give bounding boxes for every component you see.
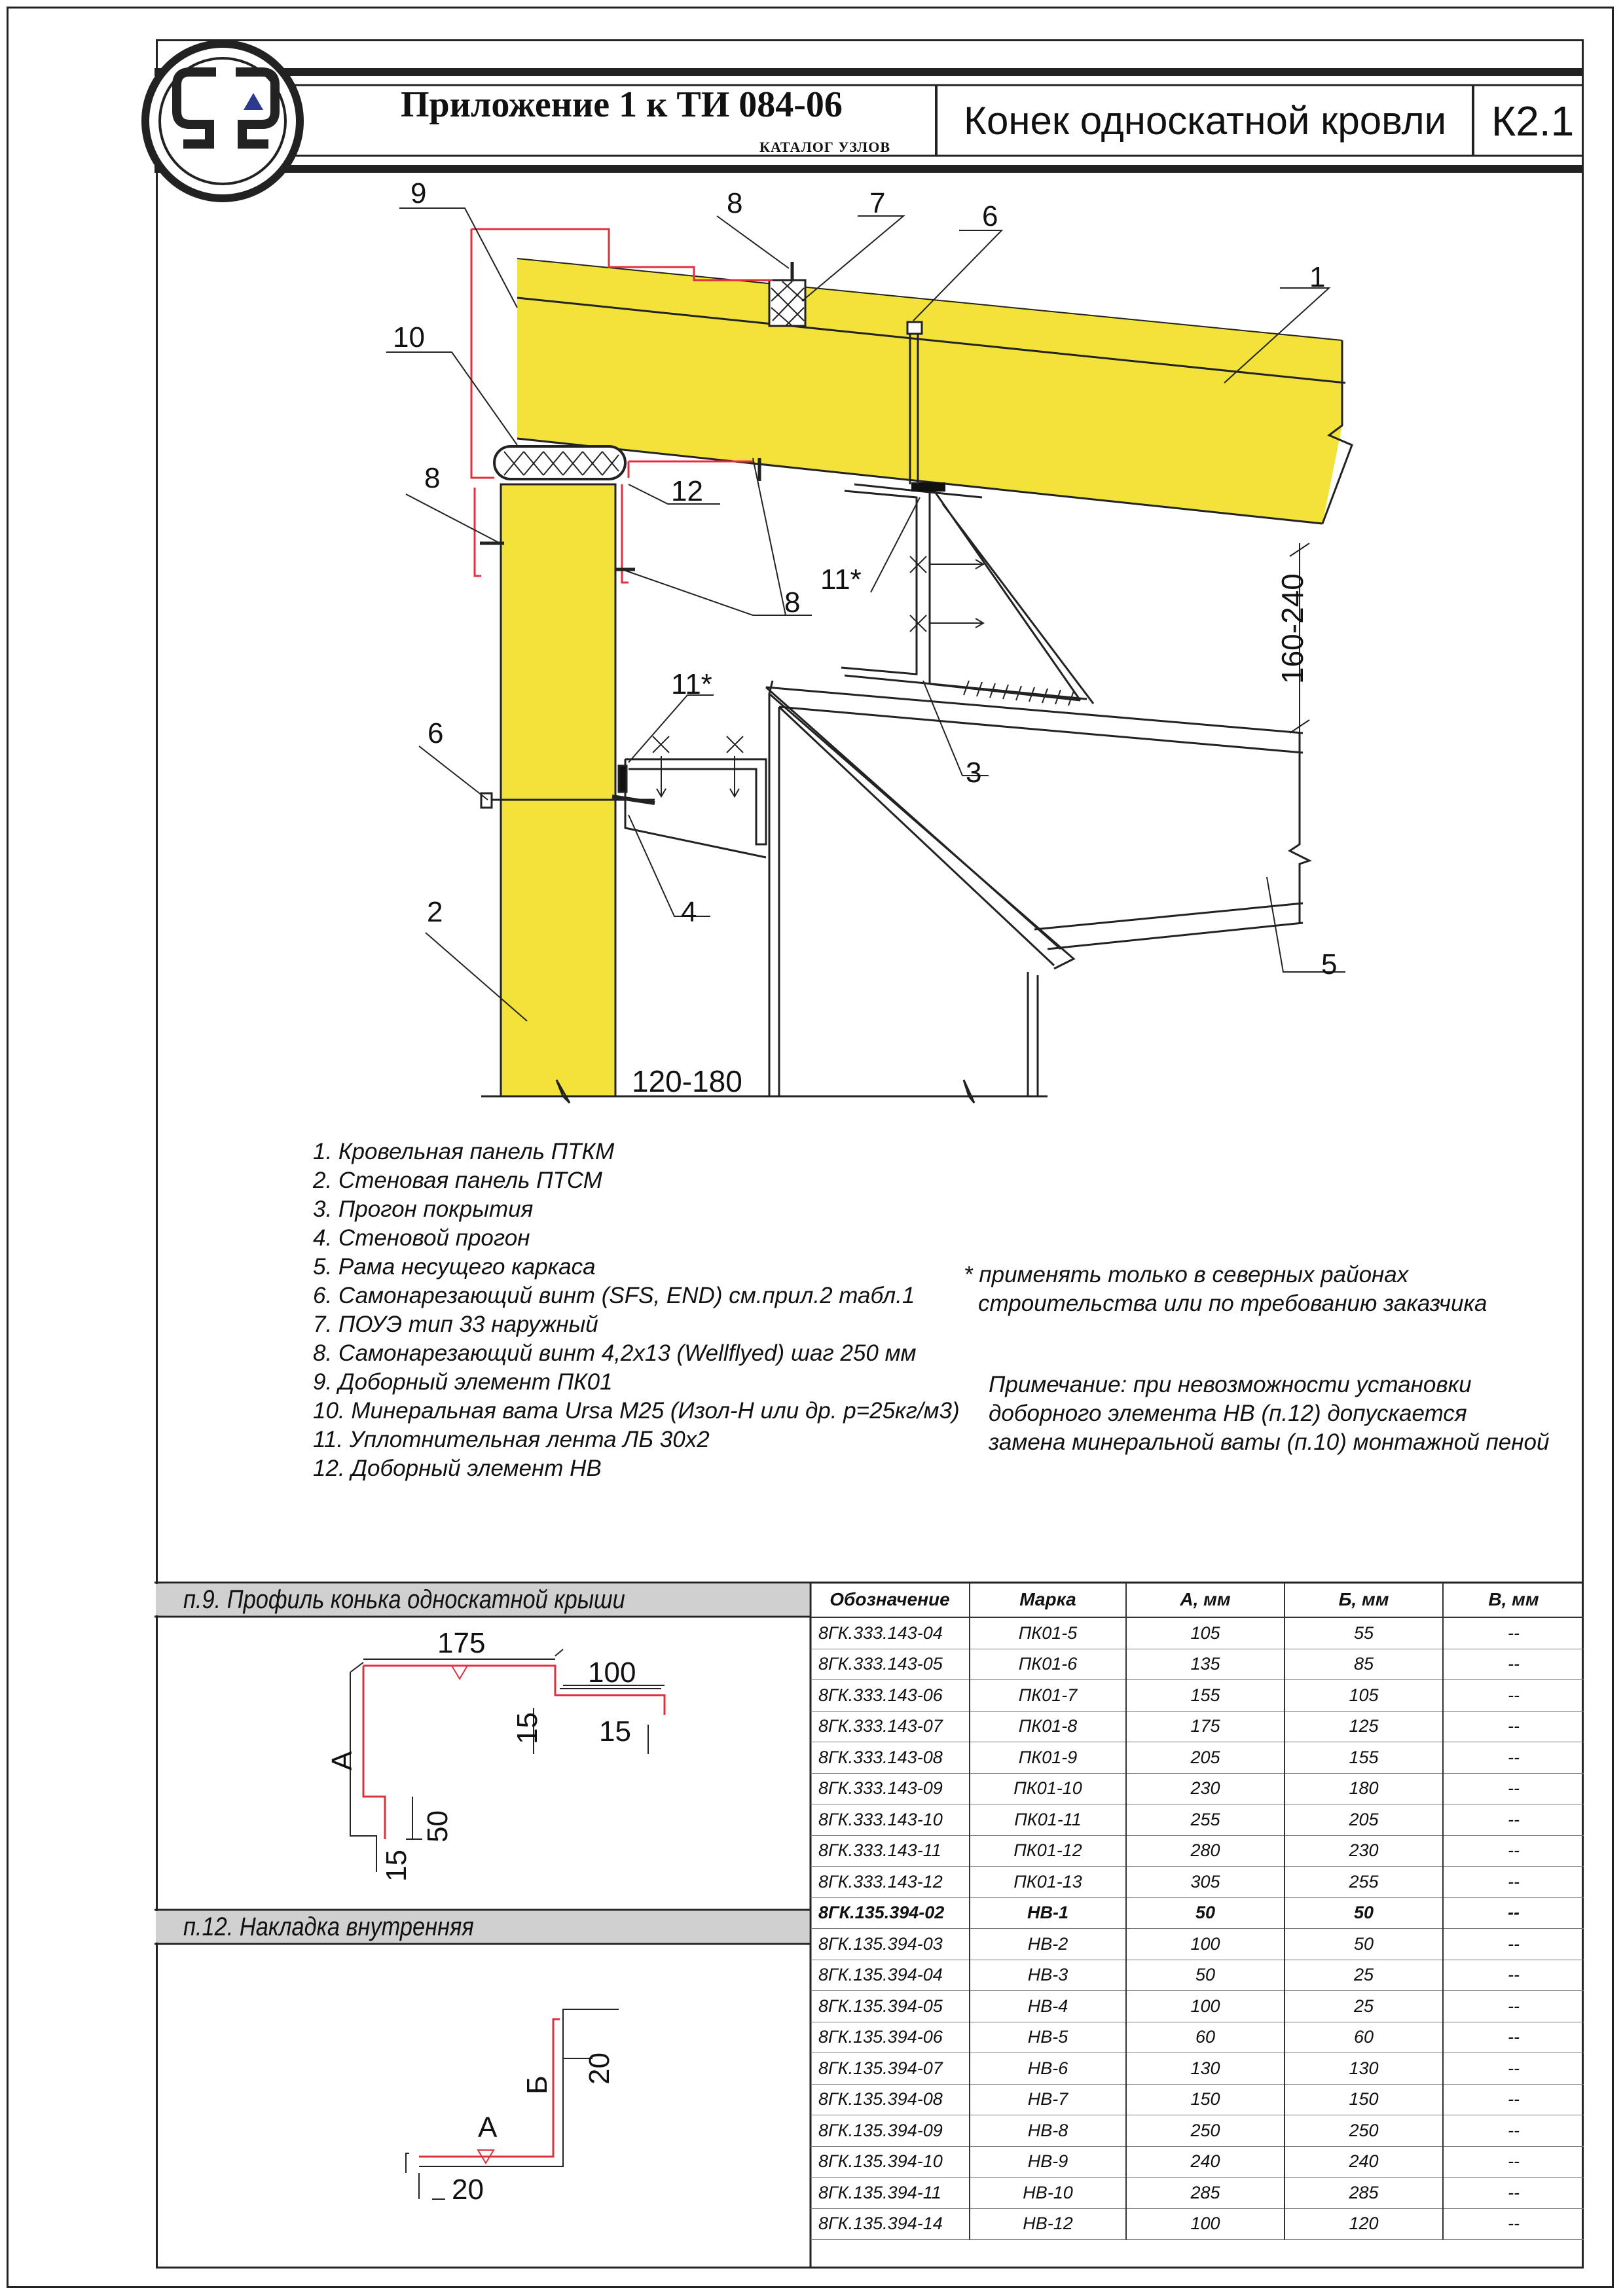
cell-mark: НВ-6 <box>970 2053 1126 2085</box>
cell-v: -- <box>1443 1835 1584 1867</box>
cell-mark: ПК01-12 <box>970 1835 1126 1867</box>
legend-item: 11. Уплотнительная лента ЛБ 30х2 <box>313 1427 710 1452</box>
dim-roof-label: 160-240 <box>1275 573 1309 684</box>
col-designation: Обозначение <box>811 1583 970 1617</box>
catalog-subtitle: КАТАЛОГ УЗЛОВ <box>759 139 891 155</box>
table-row <box>811 1804 1584 1836</box>
cell-b: 285 <box>1285 2178 1443 2209</box>
cell-designation: 8ГК.333.143-08 <box>811 1742 970 1774</box>
p9-dim-right: 100 <box>588 1657 636 1689</box>
cell-v: -- <box>1443 1773 1584 1804</box>
cell-designation: 8ГК.333.143-05 <box>811 1649 970 1680</box>
wall-panel <box>481 484 1048 1103</box>
callout-3: 3 <box>966 757 982 789</box>
cell-b: 85 <box>1285 1649 1443 1680</box>
cell-a: 130 <box>1126 2053 1285 2085</box>
callout-8-mid: 8 <box>784 586 801 619</box>
col-mark: Марка <box>970 1583 1126 1617</box>
cell-v: -- <box>1443 1867 1584 1898</box>
cell-designation: 8ГК.333.143-06 <box>811 1680 970 1712</box>
cell-a: 100 <box>1126 2208 1285 2240</box>
callout-5: 5 <box>1321 948 1338 980</box>
callout-11-top: 11* <box>820 564 862 596</box>
legend-item: 9. Доборный элемент ПК01 <box>313 1369 613 1395</box>
node-name: Конек односкатной кровли <box>964 99 1447 143</box>
cell-designation: 8ГК.135.394-06 <box>811 2022 970 2053</box>
cell-designation: 8ГК.333.143-04 <box>811 1617 970 1649</box>
legend-item: 6. Самонарезающий винт (SFS, END) см.прил.2 табл.1 <box>313 1283 915 1308</box>
cell-designation: 8ГК.135.394-03 <box>811 1929 970 1960</box>
cell-v: -- <box>1443 1649 1584 1680</box>
remark-line: замена минеральной ваты (п.10) монтажной пеной <box>989 1429 1550 1455</box>
cell-mark: НВ-7 <box>970 2084 1126 2115</box>
cell-a: 50 <box>1126 1897 1285 1929</box>
cell-b: 50 <box>1285 1897 1443 1929</box>
legend-item: 4. Стеновой прогон <box>313 1225 530 1251</box>
col-a: А, мм <box>1126 1583 1285 1617</box>
legend-list <box>313 1138 960 1483</box>
legend-item: 3. Прогон покрытия <box>313 1196 534 1222</box>
cell-a: 230 <box>1126 1773 1285 1804</box>
table-row <box>811 1835 1584 1867</box>
star-note <box>964 1261 1487 1318</box>
cell-designation: 8ГК.333.143-10 <box>811 1804 970 1836</box>
p9-dim-step: 15 <box>511 1712 543 1744</box>
table-row <box>811 1649 1584 1680</box>
cell-v: -- <box>1443 2178 1584 2209</box>
cell-mark: ПК01-7 <box>970 1680 1126 1712</box>
cell-b: 205 <box>1285 1804 1443 1836</box>
cell-mark: ПК01-11 <box>970 1804 1126 1836</box>
cell-a: 205 <box>1126 1742 1285 1774</box>
sheet-code: К2.1 <box>1491 98 1575 145</box>
p12-dim-top: 20 <box>583 2053 615 2085</box>
cell-a: 305 <box>1126 1867 1285 1898</box>
appendix-title: Приложение 1 к ТИ 084-06 <box>401 84 843 125</box>
cell-mark: НВ-9 <box>970 2146 1126 2178</box>
cell-b: 155 <box>1285 1742 1443 1774</box>
callout-4: 4 <box>681 896 697 928</box>
sealant-7 <box>769 280 805 326</box>
cell-a: 250 <box>1126 2115 1285 2147</box>
legend-item: 2. Стеновая панель ПТСМ <box>313 1168 602 1193</box>
table-header-row <box>811 1583 1584 1617</box>
star-note-line: строительства или по требованию заказчика <box>978 1291 1487 1316</box>
section-9-title: п.9. Профиль конька односкатной крыши <box>183 1585 625 1614</box>
roof-purlin <box>841 484 1087 706</box>
cell-v: -- <box>1443 2208 1584 2240</box>
cell-b: 120 <box>1285 2208 1443 2240</box>
cell-a: 175 <box>1126 1711 1285 1742</box>
callout-6-top: 6 <box>982 200 998 232</box>
cell-v: -- <box>1443 1617 1584 1649</box>
remark-note <box>989 1371 1549 1457</box>
col-b: Б, мм <box>1285 1583 1443 1617</box>
star-note-line: * применять только в северных районах <box>964 1262 1409 1287</box>
table-row <box>811 1867 1584 1898</box>
remark-line: доборного элемента НВ (п.12) допускается <box>989 1401 1467 1426</box>
table-row <box>811 2022 1584 2053</box>
legend-item: 7. ПОУЭ тип 33 наружный <box>313 1312 598 1337</box>
cell-designation: 8ГК.135.394-02 <box>811 1897 970 1929</box>
legend-item: 12. Доборный элемент НВ <box>313 1456 602 1481</box>
cell-mark: ПК01-10 <box>970 1773 1126 1804</box>
cell-v: -- <box>1443 1680 1584 1712</box>
table-row <box>811 2178 1584 2209</box>
table-row <box>811 1929 1584 1960</box>
cell-a: 255 <box>1126 1804 1285 1836</box>
cell-designation: 8ГК.135.394-05 <box>811 1991 970 2022</box>
cell-v: -- <box>1443 1960 1584 1991</box>
cell-mark: НВ-1 <box>970 1897 1126 1929</box>
cell-designation: 8ГК.135.394-04 <box>811 1960 970 1991</box>
callout-2: 2 <box>427 896 443 928</box>
cell-designation: 8ГК.333.143-12 <box>811 1867 970 1898</box>
table-row <box>811 2084 1584 2115</box>
table-row <box>811 2146 1584 2178</box>
cell-designation: 8ГК.135.394-09 <box>811 2115 970 2147</box>
dim-wall-label: 120-180 <box>632 1064 742 1098</box>
cell-v: -- <box>1443 2084 1584 2115</box>
cell-designation: 8ГК.333.143-09 <box>811 1773 970 1804</box>
p12-dim-a: A <box>478 2111 498 2144</box>
remark-line: Примечание: при невозможности установки <box>989 1372 1472 1397</box>
spec-table <box>811 1583 1584 2240</box>
cell-a: 150 <box>1126 2084 1285 2115</box>
cell-b: 25 <box>1285 1960 1443 1991</box>
callout-7: 7 <box>869 187 886 219</box>
cell-designation: 8ГК.135.394-07 <box>811 2053 970 2085</box>
p9-dim-height: A <box>326 1751 358 1770</box>
table-row <box>811 1617 1584 1649</box>
cell-a: 100 <box>1126 1991 1285 2022</box>
mineral-wool <box>494 446 625 479</box>
cell-b: 240 <box>1285 2146 1443 2178</box>
legend-item: 10. Минеральная вата Ursa M25 (Изол-Н или др. р=25кг/м3) <box>313 1398 960 1424</box>
cell-b: 125 <box>1285 1711 1443 1742</box>
p9-dim-hem: 50 <box>422 1810 454 1842</box>
cell-designation: 8ГК.135.394-11 <box>811 2178 970 2209</box>
legend-item: 5. Рама несущего каркаса <box>313 1254 596 1280</box>
cell-a: 100 <box>1126 1929 1285 1960</box>
cell-b: 25 <box>1285 1991 1443 2022</box>
callout-11-wall: 11* <box>671 668 712 700</box>
callout-8-top: 8 <box>727 187 743 219</box>
cell-mark: ПК01-9 <box>970 1742 1126 1774</box>
cell-a: 155 <box>1126 1680 1285 1712</box>
cell-b: 130 <box>1285 2053 1443 2085</box>
dimension-lines <box>622 543 1309 1096</box>
seal-tape-11 <box>911 482 945 492</box>
cell-b: 150 <box>1285 2084 1443 2115</box>
callout-6-wall: 6 <box>428 717 444 749</box>
cell-designation: 8ГК.135.394-10 <box>811 2146 970 2178</box>
cell-a: 135 <box>1126 1649 1285 1680</box>
cell-a: 285 <box>1126 2178 1285 2209</box>
cell-b: 230 <box>1285 1835 1443 1867</box>
cell-mark: НВ-8 <box>970 2115 1126 2147</box>
cell-a: 50 <box>1126 1960 1285 1991</box>
cell-v: -- <box>1443 1711 1584 1742</box>
table-row <box>811 1680 1584 1712</box>
cell-b: 55 <box>1285 1617 1443 1649</box>
cell-designation: 8ГК.135.394-14 <box>811 2208 970 2240</box>
cell-v: -- <box>1443 2146 1584 2178</box>
cell-mark: НВ-12 <box>970 2208 1126 2240</box>
cell-v: -- <box>1443 1742 1584 1774</box>
section-12-title: п.12. Накладка внутренняя <box>183 1912 474 1941</box>
cell-a: 60 <box>1126 2022 1285 2053</box>
callout-1: 1 <box>1309 261 1326 293</box>
cell-mark: ПК01-6 <box>970 1649 1126 1680</box>
cell-mark: НВ-10 <box>970 2178 1126 2209</box>
cell-v: -- <box>1443 1897 1584 1929</box>
cell-b: 180 <box>1285 1773 1443 1804</box>
p9-dim-top: 175 <box>437 1627 486 1659</box>
table-row <box>811 2053 1584 2085</box>
cell-v: -- <box>1443 1991 1584 2022</box>
table-row <box>811 1742 1584 1774</box>
table-row <box>811 2208 1584 2240</box>
cell-v: -- <box>1443 1929 1584 1960</box>
cell-v: -- <box>1443 2022 1584 2053</box>
legend-item: 8. Самонарезающий винт 4,2x13 (Wellflyed) шаг 250 мм <box>313 1340 917 1366</box>
cell-mark: НВ-2 <box>970 1929 1126 1960</box>
legend-item: 1. Кровельная панель ПТКМ <box>313 1139 615 1164</box>
callout-8-left: 8 <box>424 462 441 494</box>
cell-b: 105 <box>1285 1680 1443 1712</box>
cell-designation: 8ГК.135.394-08 <box>811 2084 970 2115</box>
cell-b: 250 <box>1285 2115 1443 2147</box>
cell-mark: НВ-5 <box>970 2022 1126 2053</box>
cell-v: -- <box>1443 2115 1584 2147</box>
callout-12: 12 <box>671 475 703 507</box>
table-row <box>811 2115 1584 2147</box>
cell-a: 105 <box>1126 1617 1285 1649</box>
cell-mark: НВ-3 <box>970 1960 1126 1991</box>
p9-dim-hem-width: 15 <box>380 1850 412 1882</box>
cell-designation: 8ГК.333.143-07 <box>811 1711 970 1742</box>
profile-12-sketch <box>406 2009 619 2199</box>
callout-10: 10 <box>393 321 425 353</box>
col-v: В, мм <box>1443 1583 1584 1617</box>
p12-dim-bottom: 20 <box>452 2174 484 2206</box>
company-logo <box>145 44 300 198</box>
cell-v: -- <box>1443 1804 1584 1836</box>
cell-mark: ПК01-5 <box>970 1617 1126 1649</box>
cell-b: 50 <box>1285 1929 1443 1960</box>
p12-dim-b: Б <box>521 2075 553 2094</box>
cell-a: 280 <box>1126 1835 1285 1867</box>
table-row <box>811 1991 1584 2022</box>
table-row <box>811 1897 1584 1929</box>
profile-12-dims <box>452 2053 615 2206</box>
p9-dim-lip: 15 <box>599 1715 631 1748</box>
cell-b: 60 <box>1285 2022 1443 2053</box>
cell-mark: ПК01-8 <box>970 1711 1126 1742</box>
cell-a: 240 <box>1126 2146 1285 2178</box>
cell-b: 255 <box>1285 1867 1443 1898</box>
table-row <box>811 1711 1584 1742</box>
cell-v: -- <box>1443 2053 1584 2085</box>
callout-9: 9 <box>410 177 427 209</box>
table-row <box>811 1773 1584 1804</box>
cell-designation: 8ГК.333.143-11 <box>811 1835 970 1867</box>
table-row <box>811 1960 1584 1991</box>
cell-mark: НВ-4 <box>970 1991 1126 2022</box>
cell-mark: ПК01-13 <box>970 1867 1126 1898</box>
